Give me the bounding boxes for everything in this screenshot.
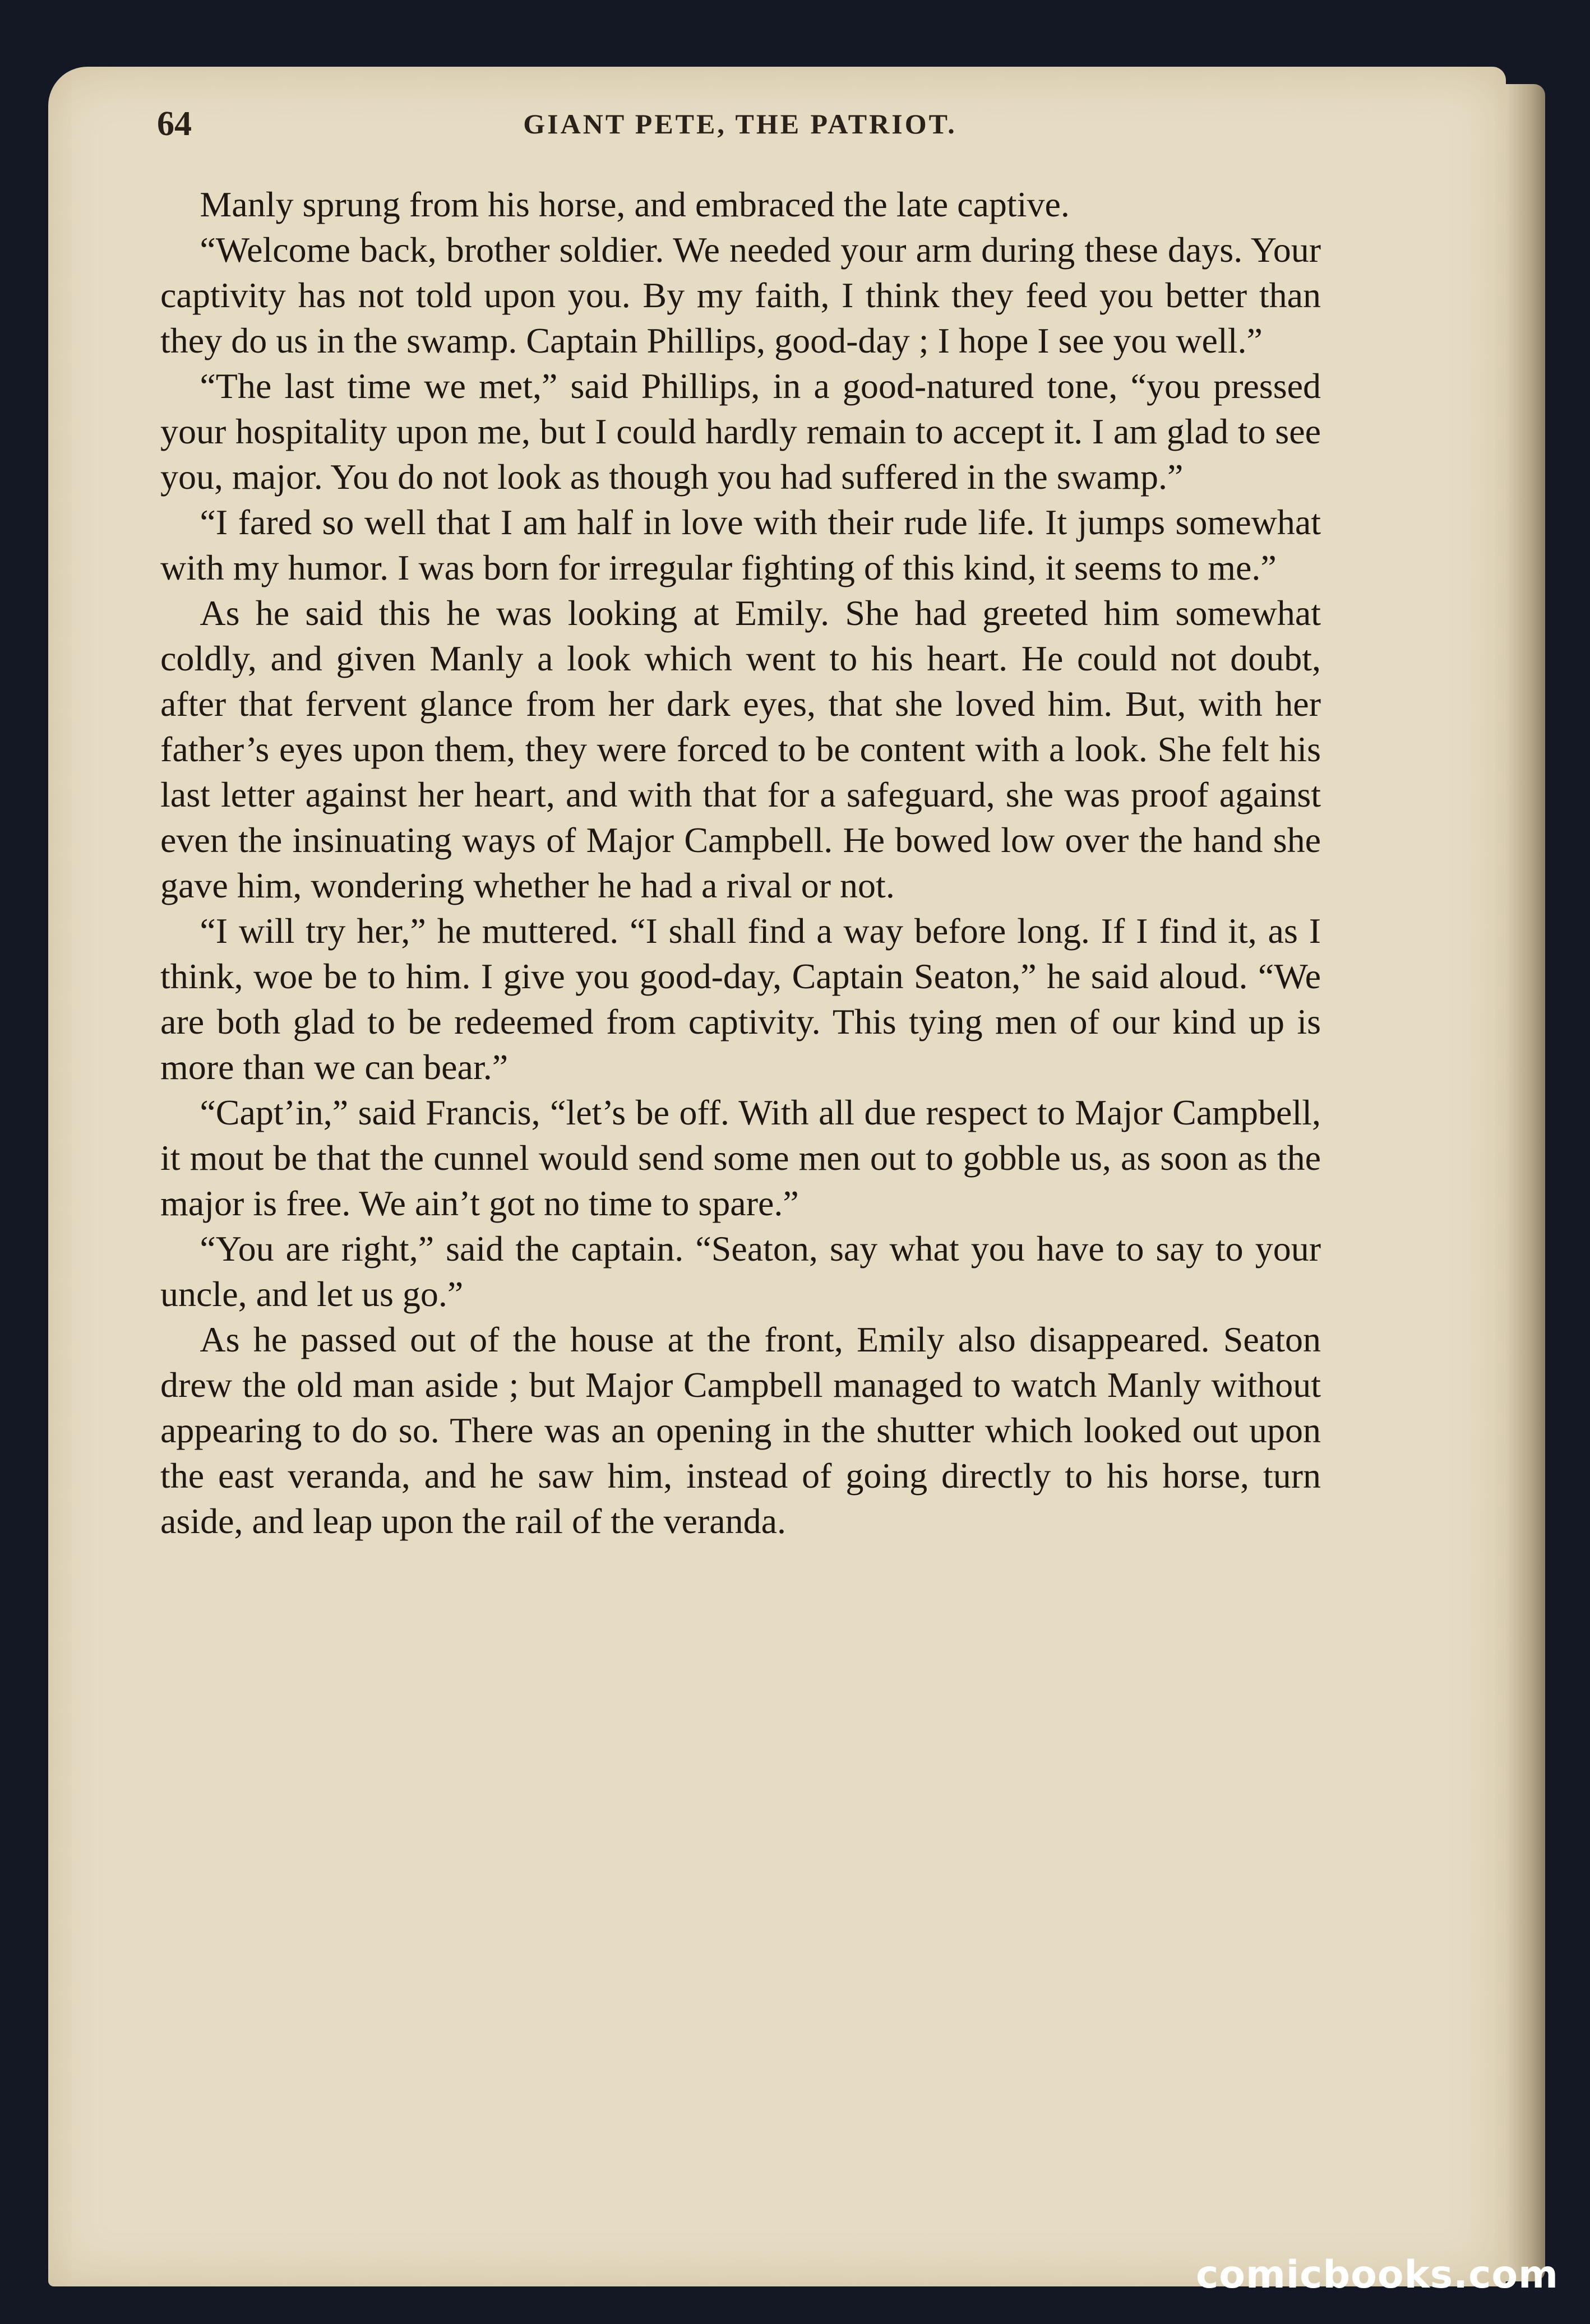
page-edge [1506,84,1545,2281]
paragraph-6: “I will try her,” he muttered. “I shall find a way before long. If I find it, as I think, woe be to him. I give you good-day, Captain Seaton,” he said aloud. “We are both glad to be redeemed from captivity. This tying men of our kind up is more than we can bear.” [160,911,1321,1087]
paragraph-5: As he said this he was looking at Emily. She had greeted him somewhat coldly, and given Manly a look which went to his heart. He could not doubt, after that fervent glance from her dark eyes, that she loved him. But, with her father’s eyes upon them, they were forced to be content with a look. She felt his last letter against her heart, and with that for a safeguard, she was proof against even the insinuating ways of Major Campbell. He bowed low over the hand she gave him, wondering whether he had a rival or not. [160,593,1321,905]
body-text [160,182,1321,1544]
paragraph-2: “Welcome back, brother soldier. We needed your arm during these days. Your captivity has not told upon you. By my faith, I think they feed you better than they do us in the swamp. Captain Phillips, good-day ; I hope I see you well.” [160,230,1321,360]
paragraph-9: As he passed out of the house at the front, Emily also disappeared. Seaton drew the old man aside ; but Major Campbell managed to watch Manly without appearing to do so. There was an opening in the shutter which looked out upon the east veranda, and he saw him, instead of going directly to his horse, turn aside, and leap upon the rail of the veranda. [160,1320,1321,1541]
running-head [157,93,1323,155]
watermark: comicbooks.com [1195,2253,1559,2297]
paragraph-7: “Capt’in,” said Francis, “let’s be off. With all due respect to Major Campbell, it mout be that the cunnel would send some men out to gobble us, as soon as the major is free. We ain’t got no time to spare.” [160,1092,1321,1223]
paragraph-8: “You are right,” said the captain. “Seaton, say what you have to say to your uncle, and let us go.” [160,1229,1321,1314]
paragraph-1: Manly sprung from his horse, and embraced the late captive. [200,184,1070,224]
running-title: GIANT PETE, THE PATRIOT. [523,108,957,140]
page-number: 64 [157,105,192,143]
paragraph-4: “I fared so well that I am half in love with their rude life. It jumps somewhat with my humor. I was born for irregular fighting of this kind, it seems to me.” [160,502,1321,587]
paragraph-3: “The last time we met,” said Phillips, in a good-natured tone, “you pressed your hospitality upon me, but I could hardly remain to accept it. I am glad to see you, major. You do not look as though you had suffered in the swamp.” [160,366,1321,497]
